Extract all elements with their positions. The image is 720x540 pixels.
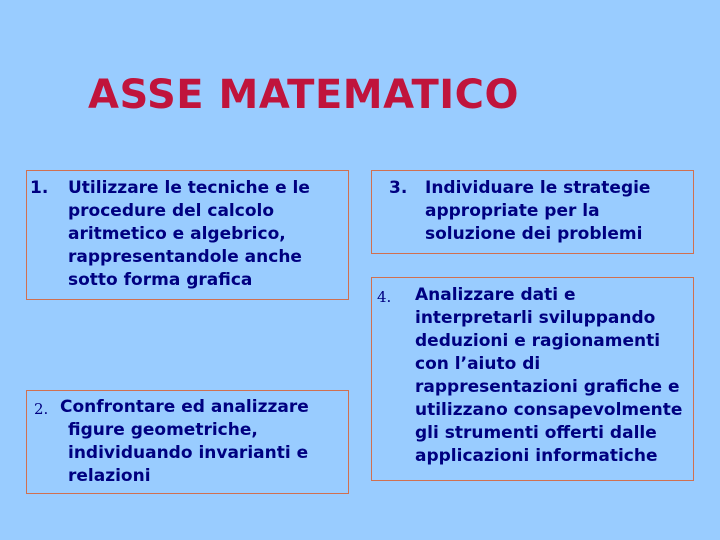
item-line: individuando invarianti e	[68, 443, 309, 463]
slide-title: ASSE MATEMATICO	[88, 72, 519, 118]
item-line: gli strumenti offerti dalle	[415, 423, 657, 443]
competence-item-4	[377, 284, 691, 468]
item-number: 3.	[389, 178, 408, 198]
item-line: interpretarli sviluppando	[415, 308, 656, 328]
item-line: Analizzare dati e	[415, 285, 576, 305]
item-line: rappresentandole anche	[68, 247, 302, 267]
item-line: Individuare le strategie	[425, 178, 651, 198]
competence-item-3	[389, 177, 689, 246]
item-number: 1.	[30, 178, 49, 198]
item-line: sotto forma grafica	[68, 270, 253, 290]
item-number: 2.	[34, 400, 49, 418]
item-line: applicazioni informatiche	[415, 446, 658, 466]
competence-item-1	[30, 177, 345, 292]
competence-item-2	[34, 396, 344, 488]
item-line: con l’aiuto di	[415, 354, 541, 374]
item-line: figure geometriche,	[68, 420, 258, 440]
item-line: soluzione dei problemi	[425, 224, 643, 244]
item-line: aritmetico e algebrico,	[68, 224, 286, 244]
item-line: rappresentazioni grafiche e	[415, 377, 680, 397]
item-line: procedure del calcolo	[68, 201, 275, 221]
item-line: appropriate per la	[425, 201, 600, 221]
item-line: deduzioni e ragionamenti	[415, 331, 661, 351]
item-line: utilizzano consapevolmente	[415, 400, 683, 420]
item-line: Utilizzare le tecniche e le	[68, 178, 310, 198]
item-line: Confrontare ed analizzare	[60, 397, 309, 417]
item-line: relazioni	[68, 466, 151, 486]
item-number: 4.	[377, 288, 392, 306]
